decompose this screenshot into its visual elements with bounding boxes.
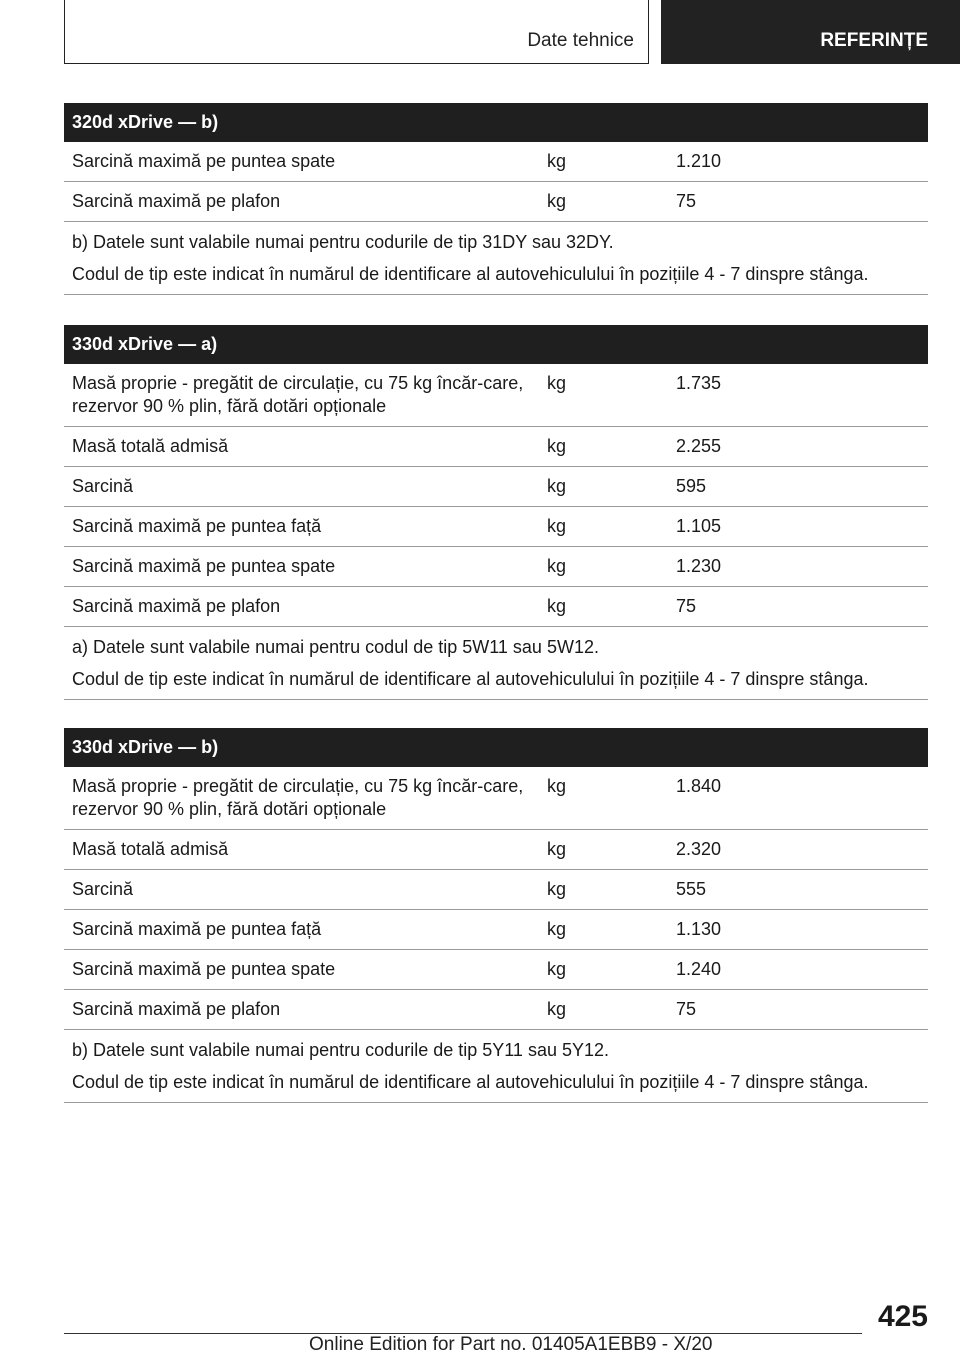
table-row [64,767,928,830]
footnote-line: a) Datele sunt valabile numai pentru codul de tip 5W11 sau 5W12. [72,637,599,657]
row-unit: kg [547,436,567,456]
footnote-line: Codul de tip este indicat în numărul de identificare al autovehiculului în pozițiile 4 - 7 dinspre stânga. [72,669,869,689]
table-row [64,427,928,467]
footnote-line: b) Datele sunt valabile numai pentru codurile de tip 5Y11 sau 5Y12. [72,1040,610,1060]
row-label: Sarcină maximă pe puntea față [72,919,322,939]
row-value: 595 [676,476,707,496]
footnote-line: Codul de tip este indicat în numărul de identificare al autovehiculului în pozițiile 4 - 7 dinspre stânga. [72,1072,869,1092]
row-label: Sarcină maximă pe plafon [72,191,281,211]
table-row [64,587,928,627]
row-value: 2.320 [676,839,722,859]
table-footnote [64,627,928,700]
spec-table-330d-xdrive-b [64,728,928,1103]
row-label: Masă proprie - pregătit de circulație, cu 75 kg încăr-care, rezervor 90 % plin, fără dotări opționale [72,776,524,819]
row-unit: kg [547,516,567,536]
table-footnote [64,1030,928,1103]
row-unit: kg [547,879,567,899]
row-value: 1.130 [676,919,722,939]
row-label: Sarcină [72,879,134,899]
row-unit: kg [547,919,567,939]
row-label: Masă totală admisă [72,839,229,859]
chapter-label: REFERINȚE [820,30,928,51]
row-label: Sarcină maximă pe puntea față [72,516,322,536]
table-row [64,182,928,222]
table-row [64,507,928,547]
page-number: 425 [877,1300,928,1333]
spec-table-330d-xdrive-a [64,325,928,700]
table-row [64,950,928,990]
row-unit: kg [547,151,567,171]
table-row [64,910,928,950]
footnote-line: b) Datele sunt valabile numai pentru codurile de tip 31DY sau 32DY. [72,232,614,252]
row-unit: kg [547,596,567,616]
row-unit: kg [547,373,567,393]
row-unit: kg [547,191,567,211]
header-chapter-tab [661,0,960,64]
section-title: Date tehnice [527,30,634,51]
spec-table-320d-xdrive-b [64,103,928,295]
footnote-line: Codul de tip este indicat în numărul de identificare al autovehiculului în pozițiile 4 - 7 dinspre stânga. [72,264,869,284]
row-label: Sarcină maximă pe plafon [72,999,281,1019]
row-label: Sarcină [72,476,134,496]
row-value: 1.735 [676,373,722,393]
row-value: 75 [676,191,697,211]
table-row [64,142,928,182]
row-label: Sarcină maximă pe puntea spate [72,959,336,979]
row-label: Masă proprie - pregătit de circulație, cu 75 kg încăr-care, rezervor 90 % plin, fără dotări opționale [72,373,524,416]
row-unit: kg [547,556,567,576]
table-row [64,990,928,1030]
row-unit: kg [547,476,567,496]
header-section-tab [64,0,649,64]
table-row [64,547,928,587]
row-value: 1.210 [676,151,722,171]
row-value: 2.255 [676,436,722,456]
table-title: 330d xDrive — b) [64,728,928,767]
row-label: Sarcină maximă pe puntea spate [72,556,336,576]
table-title: 330d xDrive — a) [64,325,928,364]
row-label: Masă totală admisă [72,436,229,456]
row-value: 555 [676,879,707,899]
row-value: 1.240 [676,959,722,979]
row-unit: kg [547,959,567,979]
table-title: 320d xDrive — b) [64,103,928,142]
row-value: 1.105 [676,516,722,536]
row-label: Sarcină maximă pe plafon [72,596,281,616]
table-row [64,467,928,507]
table-row [64,830,928,870]
row-value: 75 [676,596,697,616]
row-value: 1.840 [676,776,722,796]
table-row [64,870,928,910]
row-value: 75 [676,999,697,1019]
table-footnote [64,222,928,295]
edition-text: Online Edition for Part no. 01405A1EBB9 - X/20 [309,1334,713,1355]
table-row [64,364,928,427]
row-unit: kg [547,776,567,796]
row-label: Sarcină maximă pe puntea spate [72,151,336,171]
row-unit: kg [547,999,567,1019]
row-value: 1.230 [676,556,722,576]
row-unit: kg [547,839,567,859]
